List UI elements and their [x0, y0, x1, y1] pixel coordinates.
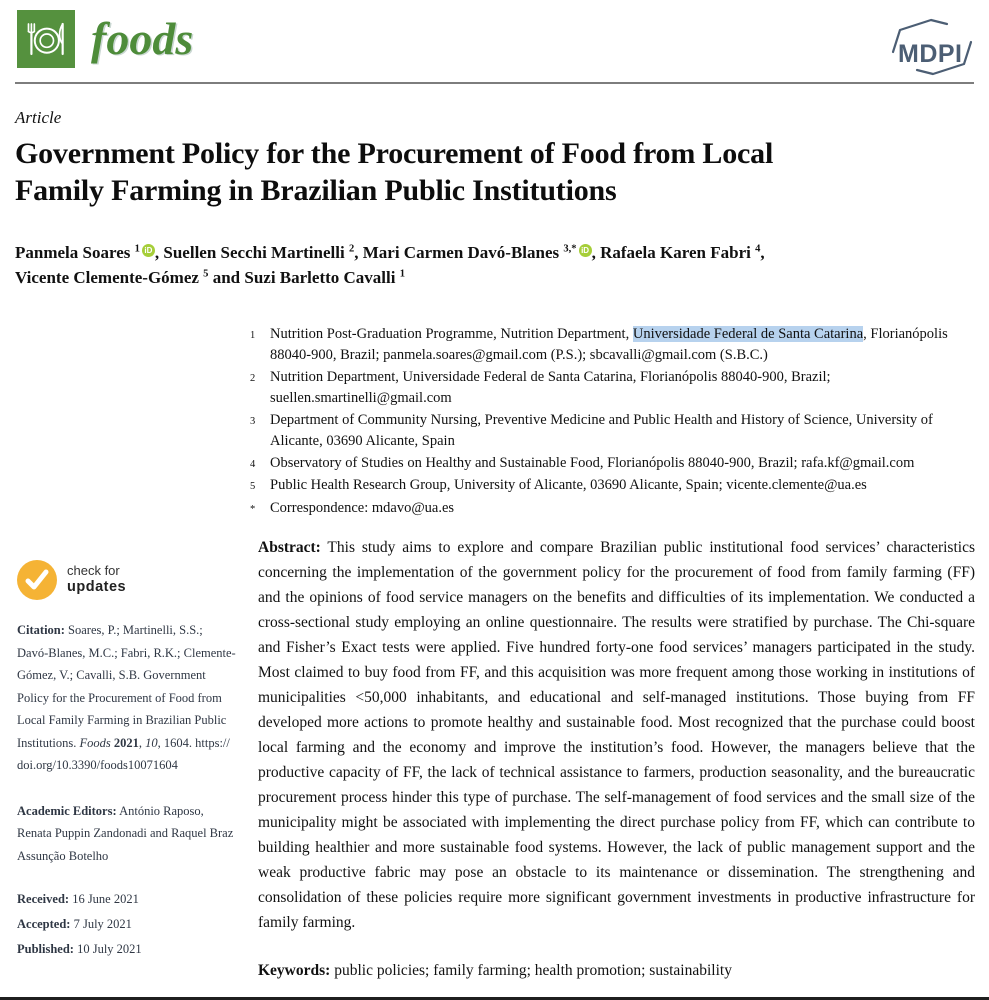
- accepted-date: Accepted: 7 July 2021: [17, 917, 132, 931]
- affiliation-row: 4 Observatory of Studies on Healthy and Sustainable Food, Florianópolis 88040-900, Brazil; rafa.kf@gmail.com: [250, 454, 915, 471]
- foods-logo-square: [17, 10, 75, 68]
- author: Panmela Soares $^1$ iD ,: [15, 242, 164, 262]
- affiliation-row: 2 Nutrition Department, Universidade Federal de Santa Catarina, Florianópolis 88040-900, Brazil; suellen.smartinelli@gmail.com: [250, 368, 831, 407]
- journal-name: foods: [91, 13, 194, 64]
- orcid-icon[interactable]: iD: [579, 244, 592, 257]
- article-type-label: Article: [15, 108, 62, 127]
- header-divider: [15, 82, 974, 84]
- abstract-paragraph: [258, 535, 975, 935]
- history-dates: [17, 887, 236, 962]
- doi-link[interactable]: https://doi.org/10.3390/foods10071604: [17, 735, 230, 772]
- abstract-body: This study aims to explore and compare Brazilian public institutional food services’ characteristics concerning the implementation of the government policy for the procurement of food from family farming (FF) and the opinions of food service managers on the benefits and difficulties of its implementation. We conducted a cross-sectional study employing an online questionnaire. The results were stratified by purchase. The Chi-square and Fisher’s Exact tests were applied. Five hundred forty-one food services’ managers participated in the study. Most claimed to buy food from FF, and this acquisition was more frequent among those working in institutions of municipalities <50,000 inhabitants, and educational and self-managed institutions. Those buying from FF developed more actions to promote healthy and sustainable food. Most recognized that the purchase could boost local farming and the economy and improve the institution’s food. However, the managers believe that the productive capacity of FF, the lack of technical assistance to farmers, production seasonality, and the bureaucratic procurement process hinder this type of purchase. The self-management of food services and the small size of the municipality might be associated with implementing the direct purchase policy from FF, which can contribute to building healthier and more sustainable food systems. However, the lack of public management support and the weak productive fabric may pose an obstacle to its maintenance or dissemination. The strengthening and consolidation of these policies require more significant government investments in productive infrastructure for family farming.: [258, 539, 975, 932]
- author: Mari Carmen Davó-Blanes $^{3,*}$ iD ,: [362, 242, 601, 262]
- svg-text:MDPI: MDPI: [898, 40, 963, 68]
- article-title: Government Policy for the Procurement of Food from Local Family Farming in Brazilian Public Institutions: [15, 137, 774, 207]
- selected-text-highlight: Universidade Federal de Santa Catarina: [632, 325, 864, 342]
- received-date: Received: 16 June 2021: [17, 892, 139, 906]
- affiliation-row: 1 Nutrition Post-Graduation Programme, Nutrition Department, Universidade Federal de Santa Catarina, Florianópolis 88040-900, Brazil; panmela.soares@gmail.com (P.S.); sbcavalli@gmail.com (S.B.C.): [250, 325, 948, 364]
- editors-label: Academic Editors:: [17, 803, 117, 818]
- affiliation-row: 5 Public Health Research Group, University of Alicante, 03690 Alicante, Spain; vicente.clemente@ua.es: [250, 477, 867, 494]
- page-header: [17, 10, 974, 83]
- keywords-label: Keywords:: [258, 962, 331, 980]
- abstract-label: Abstract:: [258, 539, 321, 557]
- author: Suzi Barletto Cavalli $^1$: [244, 268, 405, 288]
- affiliation-row-correspondence: * Correspondence: mdavo@ua.es: [250, 499, 455, 516]
- academic-editors-block: Academic Editors: António Raposo, Renata Puppin Zandonadi and Raquel Braz Assunção Botelho: [17, 803, 234, 863]
- citation-block: Citation: Soares, P.; Martinelli, S.S.; Davó-Blanes, M.C.; Fabri, R.K.; Clemente-Gómez, V.; Cavalli, S.B. Government Policy for the Procurement of Food from Local Family Farming in Brazilian Public Institutions. Foods 2021, 10, 1604. https://doi.org/10.3390/foods10071604: [17, 623, 236, 772]
- author: Suellen Secchi Martinelli $^2$,: [163, 242, 363, 262]
- affiliation-list: [250, 324, 975, 521]
- main-column: [250, 324, 975, 984]
- foods-journal-logo[interactable]: [17, 10, 193, 68]
- mdpi-hexagon-icon: [890, 16, 974, 78]
- left-sidebar: [17, 560, 236, 962]
- citation-label: Citation:: [17, 623, 65, 637]
- cutlery-plate-icon: [21, 14, 71, 64]
- author: Rafaela Karen Fabri $^4$,: [600, 242, 765, 262]
- check-circle-icon: [17, 560, 57, 600]
- keywords-body: public policies; family farming; health promotion; sustainability: [334, 962, 732, 980]
- affiliation-row: 3 Department of Community Nursing, Preventive Medicine and Public Health and History of Science, University of Alicante, 03690 Alicante, Spain: [250, 411, 933, 450]
- author: Vicente Clemente-Gómez $^5$ and: [15, 268, 245, 288]
- author-list: [15, 240, 975, 291]
- keywords-line: [258, 958, 975, 983]
- mdpi-logo[interactable]: [890, 16, 974, 83]
- check-for-updates-badge[interactable]: check for updates: [17, 560, 236, 600]
- orcid-icon[interactable]: iD: [142, 244, 155, 257]
- published-date: Published: 10 July 2021: [17, 942, 142, 956]
